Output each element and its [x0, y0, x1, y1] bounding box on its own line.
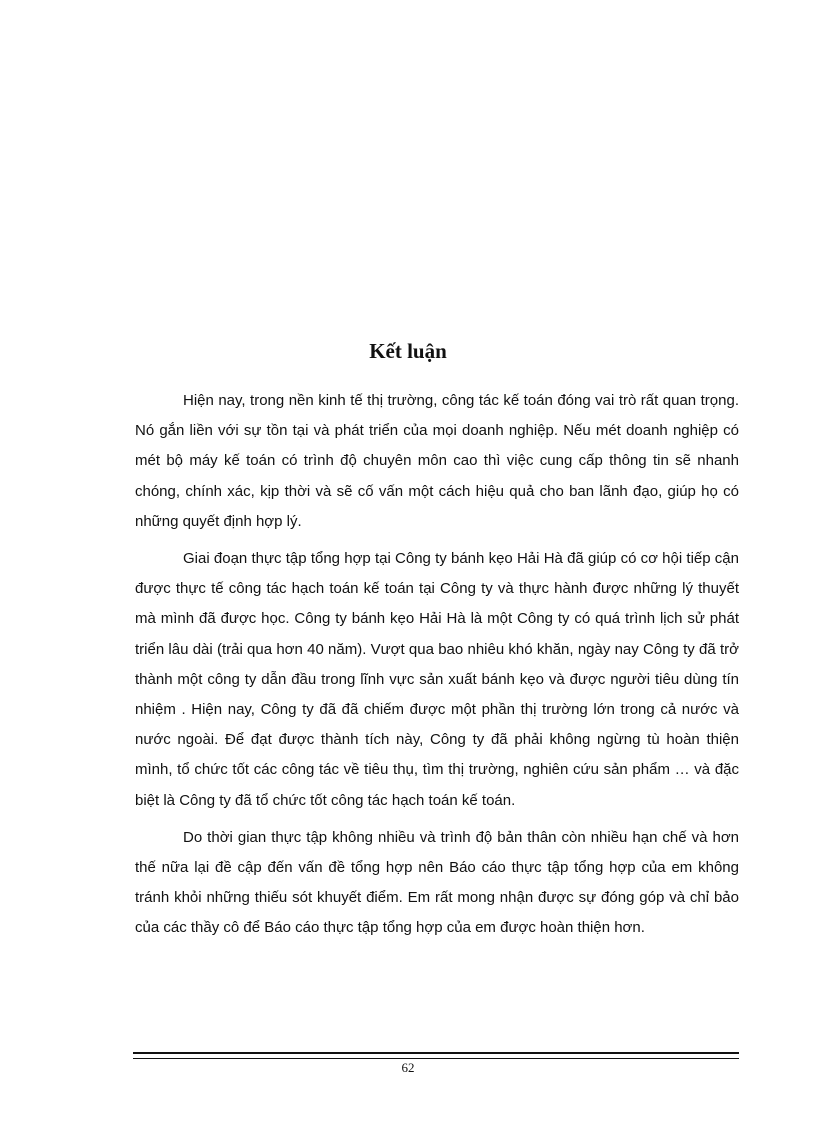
body-text	[135, 386, 739, 951]
page-number: 62	[401, 1060, 415, 1075]
paragraph-1: Hiện nay, trong nền kinh tế thị trường, công tác kế toán đóng vai trò rất quan trọng. Nó gắn liền với sự tồn tại và phát triển của mọi doanh nghiệp. Nếu mét doanh nghiệp có mét bộ máy kế toán có trình độ chuyên môn cao thì việc cung cấp thông tin sẽ nhanh chóng, chính xác, kịp thời và sẽ cố vấn một cách hiệu quả cho ban lãnh đạo, giúp họ có những quyết định hợp lý.	[135, 392, 739, 530]
paragraph-3: Do thời gian thực tập không nhiều và trình độ bản thân còn nhiều hạn chế và hơn thế nữa lại đề cập đến vấn đề tổng hợp nên Báo cáo thực tập tổng hợp của em không tránh khỏi những thiếu sót khuyết điểm. Em rất mong nhận được sự đóng góp và chỉ bảo của các thầy cô để Báo cáo thực tập tổng hợp của em được hoàn thiện hơn.	[135, 828, 739, 937]
footer-divider	[133, 1052, 739, 1059]
page-title: Kết luận	[369, 339, 447, 363]
paragraph-2: Giai đoạn thực tập tổng hợp tại Công ty bánh kẹo Hải Hà đã giúp có cơ hội tiếp cận được thực tế công tác hạch toán kế toán tại Công ty và thực hành được những lý thuyết mà mình đã được học. Công ty bánh kẹo Hải Hà là một Công ty có quá trình lịch sử phát triển lâu dài (trải qua hơn 40 năm). Vượt qua bao nhiêu khó khăn, ngày nay Công ty đã trở thành một công ty dẫn đầu trong lĩnh vực sản xuất bánh kẹo và được người tiêu dùng tín nhiệm . Hiện nay, Công ty đã đã chiếm được một phần thị trường lớn trong cả nước và nước ngoài. Để đạt được thành tích này, Công ty đã phải không ngừng tù hoàn thiện mình, tổ chức tốt các công tác về tiêu thụ, tìm thị trường, nghiên cứu sản phẩm … và đặc biệt là Công ty đã tổ chức tốt công tác hạch toán kế toán.	[135, 550, 739, 809]
